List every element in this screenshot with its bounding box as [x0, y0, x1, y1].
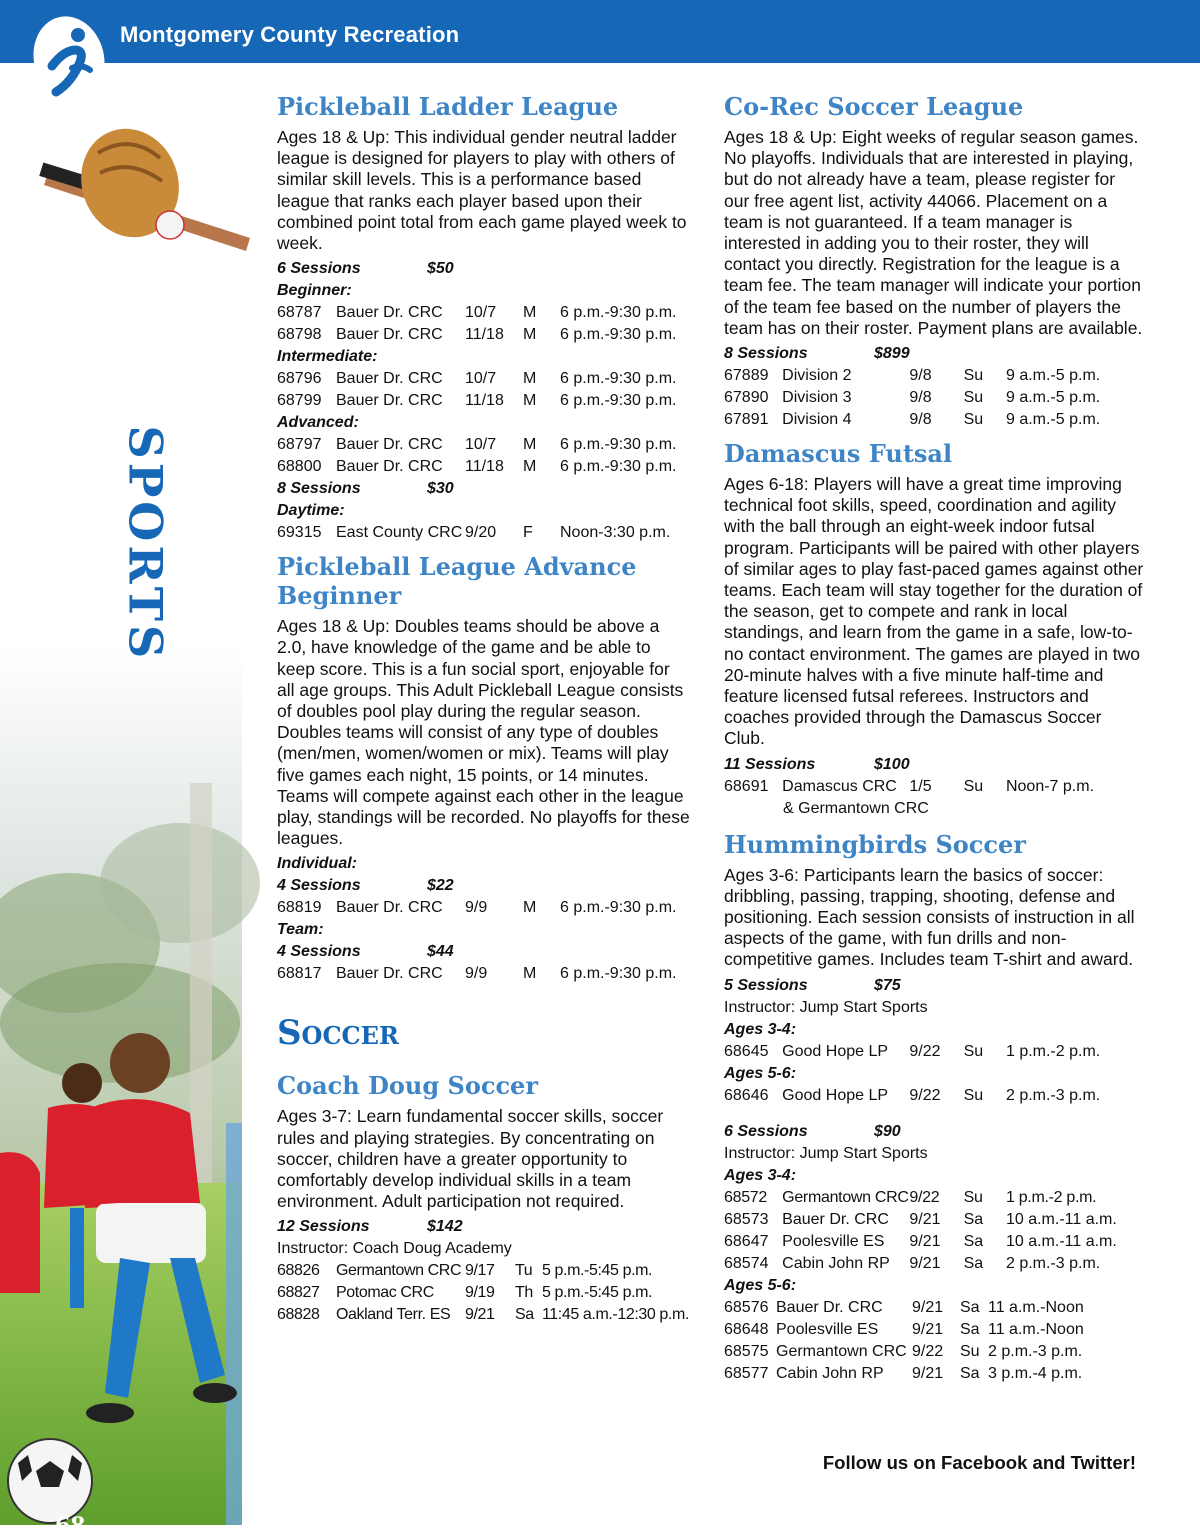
day: Su — [963, 777, 984, 795]
program-description: Ages 6-18: Players will have a great time improving technical foot skills, speed, coordination and agility with the ball through an eight-week indoor futsal program. Participants will be paired with other players of similar ages to play fast-paced games against other teams. Each team will stay together for the duration of the season, get to compete and rank in local standings, and learn from the game in a safe, low-to-no contact environment. The games are played in two 20-minute halves with a five minute half-time and feature licensed futsal referees. Instructors and coaches provided through the Damascus Soccer Club. — [724, 474, 1144, 749]
day: Su — [960, 1342, 980, 1360]
page-number: 68 — [55, 1513, 86, 1539]
level-label: Daytime: — [277, 502, 345, 520]
activity-row — [277, 1260, 692, 1282]
time: 9 a.m.-5 p.m. — [1005, 411, 1101, 429]
activity-number: 67890 — [724, 389, 769, 407]
day: Sa — [960, 1364, 980, 1382]
activity-number: 68826 — [277, 1262, 320, 1280]
location: Oakland Terr. ES — [336, 1306, 451, 1324]
activity-row — [277, 522, 692, 544]
fee: $22 — [427, 877, 454, 895]
program-description: Ages 18 & Up: Doubles teams should be above a 2.0, have knowledge of the game and be able to keep score. This is a fun social sport, enjoyable for all age groups. This Adult Pickleball League consists of doubles pool play during the regular season. Doubles teams will consist of any type of doubles (men/men, women/women or mix). Teams will play five games each night, 15 points, or 14 minutes. Teams will compete against each other in the league play, standings will be recorded. No playoffs for these leagues. — [277, 616, 690, 849]
level-label: Intermediate: — [277, 348, 378, 366]
location: Bauer Dr. CRC — [336, 304, 443, 322]
level-label: Team: — [277, 921, 324, 939]
age-label: Ages 3-4: — [724, 1166, 797, 1184]
activity-number: 68577 — [724, 1364, 769, 1382]
time: 6 p.m.-9:30 p.m. — [560, 326, 677, 344]
start-date: 9/22 — [912, 1342, 944, 1360]
activity-number: 68572 — [724, 1188, 767, 1206]
location: Bauer Dr. CRC — [782, 1210, 889, 1228]
day: Su — [963, 1086, 984, 1104]
location: Cabin John RP — [776, 1364, 884, 1382]
location: Damascus CRC — [782, 777, 897, 795]
program-title: Coach Doug Soccer — [277, 1071, 538, 1101]
activity-row — [277, 368, 692, 390]
program-title: Co-Rec Soccer League — [724, 92, 1024, 121]
start-date: 9/21 — [912, 1320, 944, 1338]
sessions-fee — [724, 343, 1144, 365]
level-label: Beginner: — [277, 282, 352, 300]
sessions-count: 8 Sessions — [724, 345, 808, 363]
activity-row — [277, 963, 692, 985]
pickleball-ladder-section — [277, 92, 692, 544]
time: 6 p.m.-9:30 p.m. — [560, 458, 677, 476]
location: Division 3 — [782, 389, 852, 407]
level-label: Individual: — [277, 855, 357, 873]
location: Bauer Dr. CRC — [336, 965, 443, 983]
start-date: 10/7 — [465, 304, 497, 322]
damascus-futsal-section — [724, 439, 1144, 820]
activity-row — [277, 1304, 692, 1326]
activity-number: 68575 — [724, 1342, 769, 1360]
activity-number: 68817 — [277, 965, 322, 983]
start-date: 9/8 — [909, 389, 932, 407]
day: M — [523, 436, 537, 454]
instructor: Instructor: Coach Doug Academy — [277, 1240, 512, 1258]
location: Germantown CRC — [336, 1262, 462, 1280]
location: Bauer Dr. CRC — [776, 1298, 883, 1316]
activity-number: 68576 — [724, 1298, 769, 1316]
start-date: 9/22 — [909, 1042, 941, 1060]
activity-number: 67889 — [724, 367, 769, 385]
sessions-fee — [724, 975, 1144, 997]
activity-row — [724, 1085, 1144, 1107]
activity-row — [724, 1253, 1144, 1275]
right-column — [724, 88, 1144, 1385]
activity-number: 68574 — [724, 1254, 769, 1272]
time: 5 p.m.-5:45 p.m. — [542, 1284, 653, 1302]
location: Bauer Dr. CRC — [336, 899, 443, 917]
program-description: Ages 3-6: Participants learn the basics of soccer: dribbling, passing, trapping, shooting, defense and positioning. Each session consists of instruction in all aspects of the game, with fun drills and non-competitive games. Includes team T-shirt and award. — [724, 864, 1135, 970]
day: Sa — [960, 1320, 980, 1338]
time: 6 p.m.-9:30 p.m. — [560, 899, 677, 917]
day: M — [523, 326, 537, 344]
age-label: Ages 5-6: — [724, 1064, 797, 1082]
location: Poolesville ES — [782, 1232, 885, 1250]
location: & Germantown CRC — [783, 799, 929, 817]
fee: $30 — [427, 480, 454, 498]
program-description: Ages 3-7: Learn fundamental soccer skills, soccer rules and playing strategies. By concentrating on soccer, children have a greater opportunity to comfortably develop individual skills in a team environment. Adult participation not required. — [277, 1106, 664, 1212]
day: M — [523, 899, 537, 917]
time: 2 p.m.-3 p.m. — [1005, 1086, 1101, 1104]
time: 1 p.m.-2 p.m. — [1005, 1188, 1097, 1206]
day: F — [523, 524, 533, 542]
activity-row — [724, 1341, 1144, 1363]
start-date: 11/18 — [465, 392, 504, 410]
location: Poolesville ES — [776, 1320, 879, 1338]
start-date: 9/21 — [465, 1306, 495, 1324]
day: M — [523, 458, 537, 476]
location: Bauer Dr. CRC — [336, 458, 443, 476]
activity-row — [724, 1187, 1144, 1209]
activity-row — [724, 1319, 1144, 1341]
activity-row — [277, 434, 692, 456]
sessions-count: 11 Sessions — [724, 755, 816, 773]
activity-number: 68646 — [724, 1086, 769, 1104]
fee: $90 — [874, 1122, 901, 1140]
activity-number: 68827 — [277, 1284, 320, 1302]
activity-row — [724, 387, 1144, 409]
time: 1 p.m.-2 p.m. — [1005, 1042, 1101, 1060]
activity-number: 68573 — [724, 1210, 769, 1228]
start-date: 9/9 — [465, 899, 488, 917]
location: Bauer Dr. CRC — [336, 392, 443, 410]
activity-number: 68819 — [277, 899, 322, 917]
fee: $142 — [427, 1218, 463, 1236]
location: Bauer Dr. CRC — [336, 326, 443, 344]
program-title: Damascus Futsal — [724, 439, 953, 469]
location: Bauer Dr. CRC — [336, 370, 443, 388]
start-date: 11/18 — [465, 326, 504, 344]
activity-number: 68647 — [724, 1232, 769, 1250]
activity-number: 68645 — [724, 1042, 769, 1060]
day: Su — [963, 389, 984, 407]
start-date: 9/21 — [909, 1254, 941, 1272]
activity-number: 68796 — [277, 370, 322, 388]
sessions-count: 8 Sessions — [277, 480, 361, 498]
activity-row — [277, 302, 692, 324]
location: Germantown CRC — [782, 1188, 909, 1206]
time: 9 a.m.-5 p.m. — [1005, 389, 1101, 407]
start-date: 9/20 — [465, 524, 497, 542]
time: 5 p.m.-5:45 p.m. — [542, 1262, 653, 1280]
location: Germantown CRC — [776, 1342, 907, 1360]
activity-number: 68828 — [277, 1306, 320, 1324]
time: 6 p.m.-9:30 p.m. — [560, 370, 677, 388]
sessions-fee — [277, 941, 692, 963]
time: 2 p.m.-3 p.m. — [1005, 1254, 1101, 1272]
sessions-fee — [277, 258, 692, 280]
activity-row — [724, 1209, 1144, 1231]
activity-number: 68797 — [277, 436, 322, 454]
sessions-count: 6 Sessions — [277, 260, 361, 278]
activity-number: 68800 — [277, 458, 322, 476]
activity-row — [724, 1041, 1144, 1063]
activity-number: 68799 — [277, 392, 322, 410]
time: 2 p.m.-3 p.m. — [988, 1342, 1083, 1360]
time: 11:45 a.m.-12:30 p.m. — [542, 1306, 689, 1324]
start-date: 9/21 — [909, 1210, 941, 1228]
activity-row — [277, 324, 692, 346]
location: Bauer Dr. CRC — [336, 436, 443, 454]
start-date: 1/5 — [909, 777, 932, 795]
day: Th — [515, 1284, 533, 1302]
location: Division 4 — [782, 411, 852, 429]
activity-number: 68798 — [277, 326, 322, 344]
activity-row — [724, 1231, 1144, 1253]
activity-row — [277, 1282, 692, 1304]
day: Sa — [963, 1254, 984, 1272]
start-date: 9/22 — [909, 1188, 940, 1206]
left-column — [277, 88, 692, 1326]
age-label: Ages 5-6: — [724, 1276, 797, 1294]
activity-number: 68691 — [724, 777, 769, 795]
sessions-count: 6 Sessions — [724, 1122, 808, 1140]
time: 6 p.m.-9:30 p.m. — [560, 392, 677, 410]
fee: $100 — [874, 755, 910, 773]
instructor: Instructor: Jump Start Sports — [724, 998, 928, 1016]
level-label: Advanced: — [277, 414, 359, 432]
activity-row — [724, 1297, 1144, 1319]
spacer — [724, 1107, 1144, 1121]
activity-row — [277, 897, 692, 919]
activity-number: 67891 — [724, 411, 769, 429]
sessions-count: 4 Sessions — [277, 943, 361, 961]
start-date: 9/17 — [465, 1262, 495, 1280]
activity-number — [724, 798, 783, 820]
day: Su — [963, 411, 984, 429]
activity-row — [724, 365, 1144, 387]
start-date: 9/21 — [909, 1232, 941, 1250]
start-date: 9/22 — [909, 1086, 941, 1104]
day: Sa — [960, 1298, 980, 1316]
sessions-fee — [277, 875, 692, 897]
program-title: Pickleball Ladder League — [277, 92, 619, 121]
sessions-count: 5 Sessions — [724, 976, 808, 994]
time: 6 p.m.-9:30 p.m. — [560, 436, 677, 454]
activity-row — [724, 776, 1144, 798]
fee: $75 — [874, 976, 901, 994]
day: M — [523, 304, 537, 322]
sessions-count: 12 Sessions — [277, 1218, 370, 1236]
start-date: 9/8 — [909, 411, 932, 429]
start-date: 10/7 — [465, 370, 497, 388]
location: East County CRC — [336, 524, 463, 542]
time: Noon-3:30 p.m. — [560, 524, 671, 542]
day: Su — [963, 367, 984, 385]
program-description: Ages 18 & Up: This individual gender neutral ladder league is designed for players to play with others of similar skill levels. This is a performance based league that ranks each player based upon their combined point total from each game played week to week. — [277, 127, 687, 254]
activity-row — [724, 409, 1144, 431]
program-description: Ages 18 & Up: Eight weeks of regular season games. No playoffs. Individuals that are interested in playing, but do not already have a team, please register for our free agent list, activity 44066. Placement on a team is not guaranteed. If a team manager is interested in adding you to their roster, they will contact you directly. Registration for the league is a team fee. The team manager will indicate your portion of the team fee based on the number of players the team has on their roster. Payment plans are available. — [724, 127, 1143, 338]
start-date: 10/7 — [465, 436, 497, 454]
time: 11 a.m.-Noon — [988, 1298, 1084, 1316]
sessions-fee — [277, 478, 692, 500]
program-title: Pickleball League Advance Beginner — [277, 552, 637, 611]
sessions-fee — [277, 1216, 692, 1238]
fee: $899 — [874, 345, 910, 363]
location: Cabin John RP — [782, 1254, 890, 1272]
org-title: Montgomery County Recreation — [120, 22, 460, 47]
location: Division 2 — [782, 367, 852, 385]
fee: $50 — [427, 260, 454, 278]
sessions-fee — [724, 754, 1144, 776]
activity-row — [724, 798, 1144, 820]
day: Su — [963, 1188, 983, 1206]
day: Sa — [963, 1210, 984, 1228]
time: 6 p.m.-9:30 p.m. — [560, 965, 677, 983]
social-follow-note: Follow us on Facebook and Twitter! — [822, 1452, 1136, 1473]
day: Sa — [963, 1232, 984, 1250]
activity-number: 68648 — [724, 1320, 769, 1338]
instructor: Instructor: Jump Start Sports — [724, 1144, 928, 1162]
time: 10 a.m.-11 a.m. — [1005, 1232, 1117, 1250]
day: Sa — [515, 1306, 534, 1324]
activity-row — [277, 390, 692, 412]
time: Noon-7 p.m. — [1005, 777, 1095, 795]
org-logo-icon — [42, 26, 98, 94]
day: Su — [963, 1042, 984, 1060]
start-date: 9/19 — [465, 1284, 495, 1302]
pickleball-advance-section — [277, 552, 692, 985]
start-date: 11/18 — [465, 458, 504, 476]
time: 6 p.m.-9:30 p.m. — [560, 304, 677, 322]
sessions-count: 4 Sessions — [277, 877, 361, 895]
sidebar — [0, 63, 242, 1539]
activity-number: 69315 — [277, 524, 322, 542]
activity-row — [724, 1363, 1144, 1385]
location: Potomac CRC — [336, 1284, 434, 1302]
location: Good Hope LP — [782, 1042, 889, 1060]
time: 3 p.m.-4 p.m. — [988, 1364, 1083, 1382]
sidebar-artwork — [0, 63, 242, 1525]
start-date: 9/21 — [912, 1364, 944, 1382]
activity-row — [277, 456, 692, 478]
start-date: 9/8 — [909, 367, 932, 385]
day: M — [523, 965, 537, 983]
hummingbirds-soccer-section — [724, 830, 1144, 1385]
start-date: 9/21 — [912, 1298, 944, 1316]
time: 11 a.m.-Noon — [988, 1320, 1084, 1338]
section-label: SPORTS — [118, 425, 173, 663]
time: 9 a.m.-5 p.m. — [1005, 367, 1101, 385]
age-label: Ages 3-4: — [724, 1020, 797, 1038]
category-heading: Soccer — [277, 1013, 399, 1054]
sessions-fee — [724, 1121, 1144, 1143]
program-title: Hummingbirds Soccer — [724, 829, 1026, 859]
corec-soccer-section — [724, 92, 1144, 431]
activity-number: 68787 — [277, 304, 322, 322]
location: Good Hope LP — [782, 1086, 889, 1104]
start-date: 9/9 — [465, 965, 488, 983]
time: 10 a.m.-11 a.m. — [1005, 1210, 1117, 1228]
day: M — [523, 370, 537, 388]
fee: $44 — [427, 943, 454, 961]
day: M — [523, 392, 537, 410]
day: Tu — [515, 1262, 533, 1280]
coach-doug-section — [277, 1071, 692, 1326]
